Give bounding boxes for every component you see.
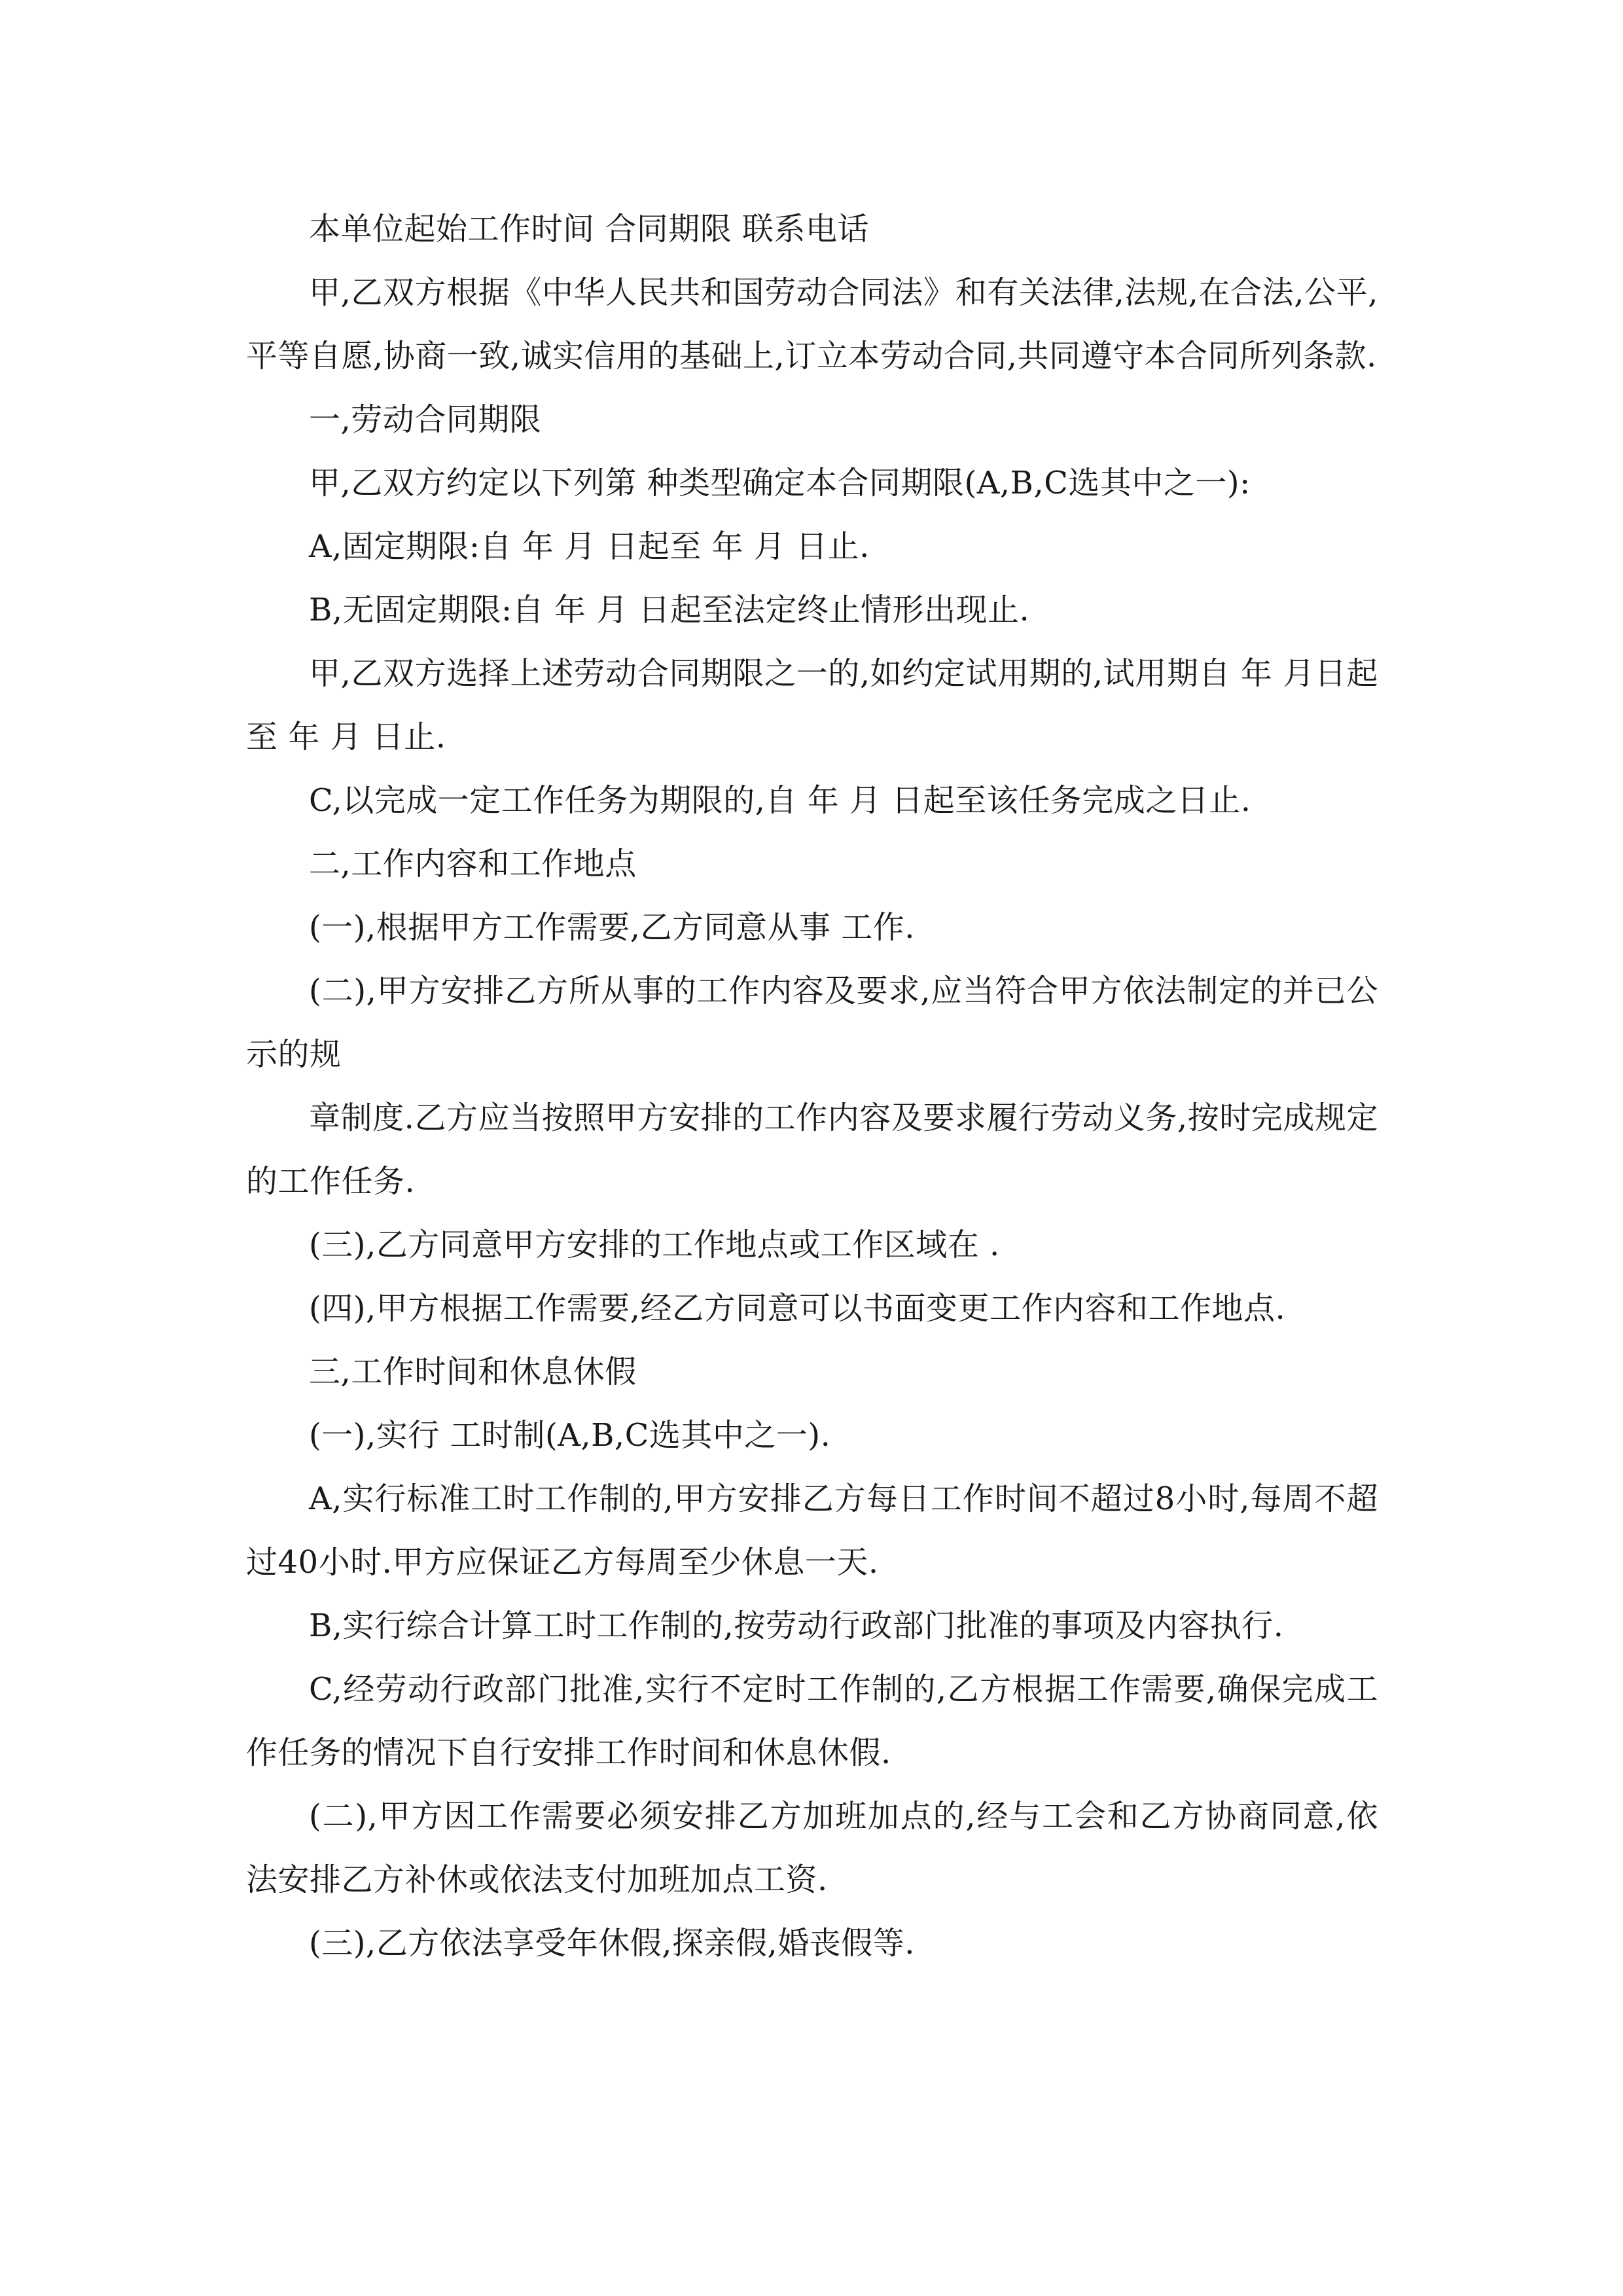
- term-type-paragraph: 甲,乙双方约定以下列第 种类型确定本合同期限(A,B,C选其中之一):: [309, 465, 1251, 501]
- contract-info-line: 本单位起始工作时间 合同期限 联系电话: [309, 211, 870, 247]
- working-hours-option-b: B,实行综合计算工时工作制的,按劳动行政部门批准的事项及内容执行.: [309, 1607, 1284, 1644]
- term-option-a: A,固定期限:自 年 月 日起至 年 月 日止.: [309, 528, 870, 565]
- working-hours-option-c: C,经劳动行政部门批准,实行不定时工作制的,乙方根据工作需要,确保完成工作任务的情况下自行安排工作时间和休息休假.: [246, 1671, 1378, 1771]
- work-content-item-3: (三),乙方同意甲方安排的工作地点或工作区域在 .: [309, 1227, 1000, 1263]
- section-heading-contract-term: 一,劳动合同期限: [309, 401, 542, 438]
- work-content-item-4: (四),甲方根据工作需要,经乙方同意可以书面变更工作内容和工作地点.: [309, 1290, 1286, 1327]
- work-content-item-2-continued: 章制度.乙方应当按照甲方安排的工作内容及要求履行劳动义务,按时完成规定的工作任务.: [246, 1100, 1378, 1200]
- work-content-item-1: (一),根据甲方工作需要,乙方同意从事 工作.: [309, 909, 915, 946]
- section-heading-working-hours: 三,工作时间和休息休假: [309, 1354, 637, 1390]
- working-hours-item-2: (二),甲方因工作需要必须安排乙方加班加点的,经与工会和乙方协商同意,依法安排乙方补休或依法支付加班加点工资.: [246, 1798, 1378, 1898]
- term-option-b: B,无固定期限:自 年 月 日起至法定终止情形出现止.: [309, 592, 1030, 628]
- work-content-item-2: (二),甲方安排乙方所从事的工作内容及要求,应当符合甲方依法制定的并已公示的规: [246, 973, 1378, 1073]
- working-hours-item-1: (一),实行 工时制(A,B,C选其中之一).: [309, 1417, 831, 1454]
- working-hours-option-a: A,实行标准工时工作制的,甲方安排乙方每日工作时间不超过8小时,每周不超过40小时.甲方应保证乙方每周至少休息一天.: [246, 1480, 1378, 1581]
- section-heading-work-content: 二,工作内容和工作地点: [309, 846, 637, 882]
- document-body: [246, 198, 1378, 1975]
- probation-paragraph: 甲,乙双方选择上述劳动合同期限之一的,如约定试用期的,试用期自 年 月日起至 年 月 日止.: [246, 655, 1378, 755]
- working-hours-item-3: (三),乙方依法享受年休假,探亲假,婚丧假等.: [309, 1925, 915, 1962]
- term-option-c: C,以完成一定工作任务为期限的,自 年 月 日起至该任务完成之日止.: [309, 782, 1251, 819]
- preamble-paragraph: 甲,乙双方根据《中华人民共和国劳动合同法》和有关法律,法规,在合法,公平,平等自愿,协商一致,诚实信用的基础上,订立本劳动合同,共同遵守本合同所列条款.: [246, 274, 1378, 374]
